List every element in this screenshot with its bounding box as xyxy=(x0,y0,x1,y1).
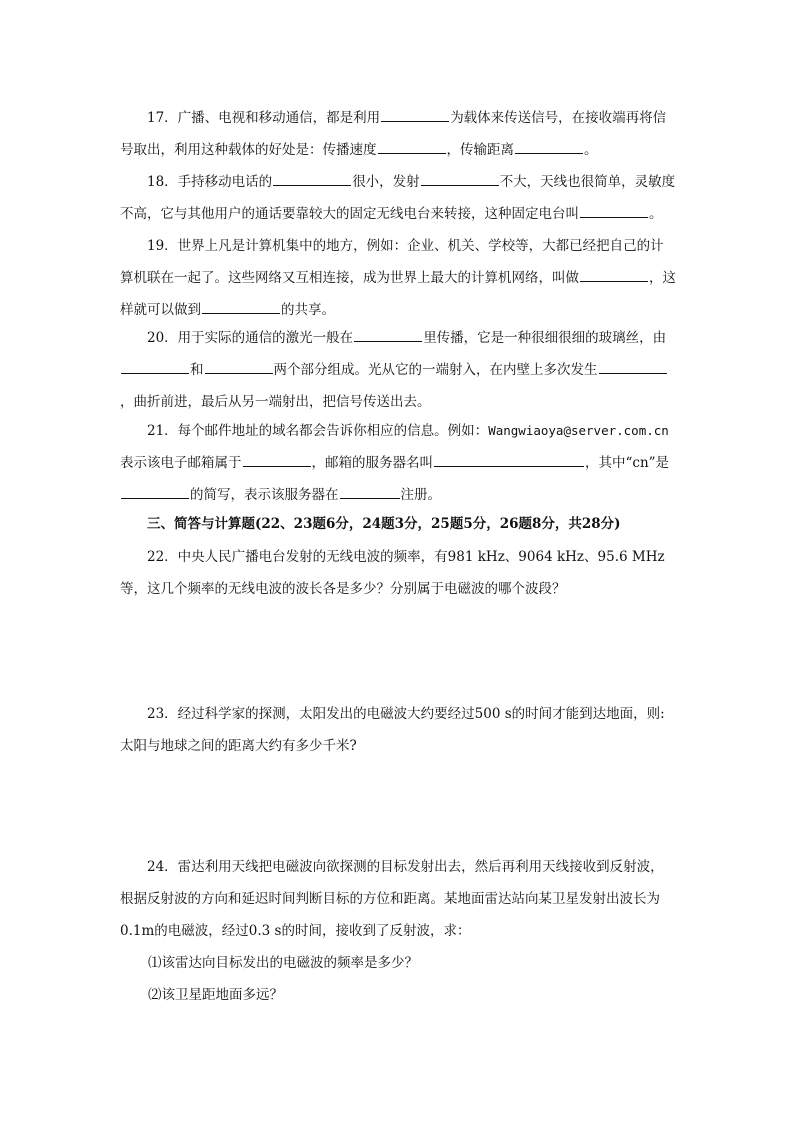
q20-text-e: ，曲折前进，最后从另一端射出，把信号传送出去。 xyxy=(120,394,431,410)
q17-text-d: 。 xyxy=(584,142,598,158)
question-19 xyxy=(120,230,676,326)
q17-blank-2[interactable] xyxy=(378,137,446,154)
q20-blank-3[interactable] xyxy=(205,357,273,374)
q18-text-d: 。 xyxy=(649,206,663,222)
question-24 xyxy=(120,851,676,1011)
q21-text-d: ，其中“cn”是 xyxy=(585,455,670,471)
q21-blank-2[interactable] xyxy=(434,450,584,467)
q20-blank-2[interactable] xyxy=(121,357,189,374)
q17-text-c: ，传输距离 xyxy=(446,142,514,158)
q17-text-b: 为载体来传送信号，在接收端再将信号取出，利用这种载体的好处是：传播速度 xyxy=(120,110,667,158)
q21-text-c: ，邮箱的服务器名叫 xyxy=(311,455,433,471)
q20-text-b: 里传播，它是一种很细很细的玻璃丝，由 xyxy=(423,330,667,346)
q19-text-c: 的共享。 xyxy=(281,302,335,318)
q24-subquestion-2: ⑵该卫星距地面多远？ xyxy=(148,987,283,1003)
question-21 xyxy=(120,415,676,511)
q21-text-f: 注册。 xyxy=(400,487,441,503)
q20-text-c: 和 xyxy=(190,362,204,378)
q22-text: 22．中央人民广播电台发射的无线电波的频率，有981 kHz、9064 kHz、95.6 MHz等，这几个频率的无线电波的波长各是多少？分别属于电磁波的哪个波段？ xyxy=(120,549,665,597)
q20-blank-4[interactable] xyxy=(599,357,667,374)
q21-email-address: Wangwiaoya@server.com.cn xyxy=(488,423,669,438)
q18-blank-2[interactable] xyxy=(421,169,499,186)
q21-text-a: 21．每个邮件地址的域名都会告诉你相应的信息。例如： xyxy=(147,423,489,439)
q19-blank-1[interactable] xyxy=(580,265,648,282)
question-17 xyxy=(120,102,676,166)
q20-text-a: 20．用于实际的通信的激光一般在 xyxy=(147,330,354,346)
q23-text: 23．经过科学家的探测，太阳发出的电磁波大约要经过500 s的时间才能到达地面，则:太阳与地球之间的距离大约有多少千米? xyxy=(120,706,665,754)
q21-blank-3[interactable] xyxy=(121,482,189,499)
q20-blank-1[interactable] xyxy=(354,325,422,342)
q19-blank-2[interactable] xyxy=(202,297,280,314)
q19-text-a: 19．世界上凡是计算机集中的地方，例如：企业、机关、学校等，大都已经把自己的计算机联在一起了。这些网络又互相连接，成为世界上最大的计算机网络，叫做 xyxy=(120,238,664,286)
q18-blank-3[interactable] xyxy=(580,201,648,218)
section-3-heading xyxy=(120,508,676,540)
q21-text-e: 的简写，表示该服务器在 xyxy=(190,487,339,503)
q17-blank-3[interactable] xyxy=(515,137,583,154)
section-3-title: 三、简答与计算题(22、23题6分，24题3分，25题5分，26题8分，共28分) xyxy=(147,516,621,532)
q20-text-d: 两个部分组成。光从它的一端射入，在内壁上多次发生 xyxy=(273,362,598,378)
q21-text-b: 表示该电子邮箱属于 xyxy=(120,455,242,471)
q17-blank-1[interactable] xyxy=(381,105,449,122)
question-23 xyxy=(120,698,676,762)
q18-text-b: 很小，发射 xyxy=(352,174,420,190)
question-22 xyxy=(120,541,676,605)
q24-subquestion-1: ⑴该雷达向目标发出的电磁波的频率是多少？ xyxy=(148,955,418,971)
q19-text-b: ，这样就可以做到 xyxy=(120,270,676,318)
question-18 xyxy=(120,166,676,230)
q24-text: 24．雷达利用天线把电磁波向欲探测的目标发射出去，然后再利用天线接收到反射波，根据反射波的方向和延迟时间判断目标的方位和距离。某地面雷达站向某卫星发射出波长为0.1m的电磁波，经过0.3 s的时间，接收到了反射波，求： xyxy=(120,859,664,939)
q17-text-a: 17．广播、电视和移动通信，都是利用 xyxy=(147,110,381,126)
q18-text-a: 18．手持移动电话的 xyxy=(147,174,273,190)
q18-blank-1[interactable] xyxy=(273,169,351,186)
q21-blank-1[interactable] xyxy=(243,450,311,467)
q18-text-c: 不大，天线也很简单，灵敏度不高，它与其他用户的通话要靠较大的固定无线电台来转接，这种固定电台叫 xyxy=(120,174,676,222)
question-20 xyxy=(120,322,676,418)
q21-blank-4[interactable] xyxy=(340,482,400,499)
